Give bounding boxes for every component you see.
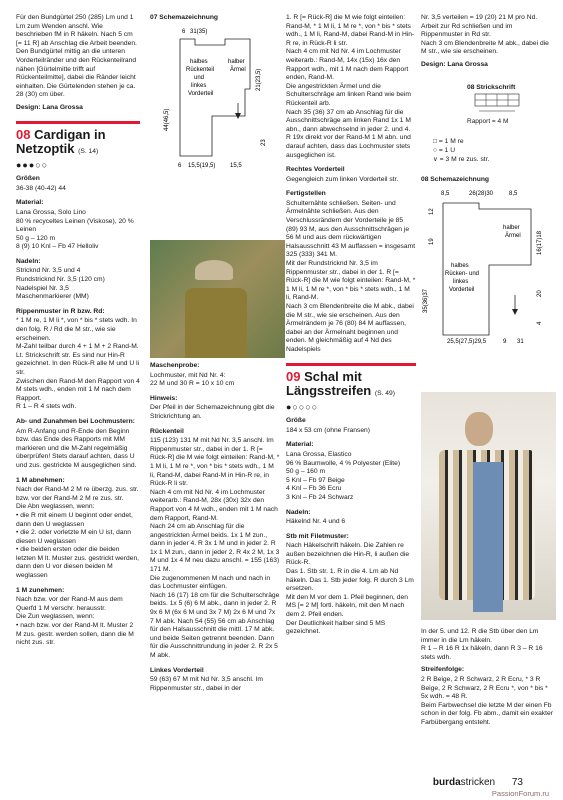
hint-text: Der Pfeil in der Schemazeichnung gibt die Strickrichtung an. [150, 404, 275, 420]
chart-rapport: Rapport = 4 M [467, 117, 509, 125]
footer-brand-2: stricken [460, 777, 496, 788]
design-credit: Design: Lana Grossa [16, 103, 83, 111]
needles-text: Stricknd Nr. 3,5 und 4 Rundstricknd Nr. 3,5 (120 cm) Nadelspiel Nr. 3,5 Maschenmarkierer (MM) [16, 267, 105, 301]
scarf-text: In der 5. und 12. R die Stb über den Lm immer in die Lm häkeln. R 1 – R 16 R 1x häkeln, dann R 3 – R 16 stets wdh. [421, 628, 543, 661]
svg-text:25,5(27,5)29,5: 25,5(27,5)29,5 [447, 338, 487, 345]
section-divider [16, 121, 140, 124]
svg-text:8,5: 8,5 [509, 190, 518, 197]
needles-text-09: Häkelnd Nr. 4 und 6 [286, 518, 346, 526]
column-4 [421, 14, 553, 348]
needles-heading-09: Nadeln: [286, 508, 311, 516]
cardigan-shape [185, 288, 247, 358]
cardigan-photo [150, 240, 285, 358]
column-4-bottom [421, 628, 553, 732]
right-front-text: Gegengleich zum linken Vorderteil str. [286, 175, 399, 183]
svg-text:Ärmel: Ärmel [230, 67, 246, 73]
svg-text:15,5: 15,5 [230, 163, 242, 169]
size-text-09: 184 x 53 cm (ohne Fransen) [286, 426, 371, 434]
svg-text:8,5: 8,5 [441, 190, 450, 197]
svg-text:6: 6 [178, 163, 182, 169]
material-heading: Material: [16, 199, 44, 207]
material-text: Lana Grossa, Solo Lino 80 % recyceltes Leinen (Viskose), 20 % Leinen 50 g – 120 m 8 (9) 10 Knl – Fb 47 Helloliv [16, 208, 134, 251]
hint-heading: Hinweis: [150, 394, 178, 402]
back-text: 115 (123) 131 M mit Nd Nr. 3,5 anschl. Im Rippenmuster str., dabei in der 1. R [= Rück-R] die M wie folgt einteilen: Rand-M, * 1 M li, 1 M re *, von * bis * stets wdh., 1 M li, Rand-M, dabei Rand-M in Hin-R re, in Rück-R li str. Nach 4 cm mit Nd Nr. 4 im Lochmuster weiterarb.: Rand-M, 28x (30x) 32x den Rapport von 4 M wdh., enden mit 1 M nach dem Rapport, Rand-M. Nach 24 cm ab Anschlag für die angestrickten Ärmel beids. 1x 1 M zun., dann in jeder 4. R 3x 1 M und in jeder 2. R 1x 1 M zun., dann in jeder 2. R 4x 2 M, 1x 3 M und 1x 4 M neu dazu anschl. = 155 (163) 171 M. Die zugenommenen M nach und nach in das Lochmuster einfügen. Nach 16 (17) 18 cm für die Schulterschräge beids. 1x 5 (6) 6 M abk., dann in jeder 2. R 9x 6 M (6x 6 M und 3x 7 M) 2x 6 M und 7x 7 M abk. Nach 54 (55) 56 cm ab Anschlag für den Halsausschnitt die mittl. 17 M abk. und beide Seiten getrennt beenden. Dann für die Ausschnittrundung in jeder 2. R 2x 5 M abk. [150, 437, 280, 659]
finish-text: Schulternähte schließen. Seiten- und Ärmelnähte schließen. Aus den Verschlussrändern der Vorderteile je 85 (89) 93 M, aus den Ausschnittschrägen je 56 M und aus dem rückwärtigen Halsausschnitt 43 M auffassen = insgesamt 325 (333) 341 M. Mit der Rundstricknd Nr. 3,5 im Rippenmuster str., dabei in der 1. R [= Rück-R] die M wie folgt einteilen: Rand-M, * 1 M li, 1 M re *, von * bis * stets wdh., 1 M li, Rand-M. Nach 3 cm Blendenbreite die M abk., dabei die M str., wie sie erscheinen. Aus den Ärmelrändern je 76 (80) 84 M auffassen, dabei an der Ärmelnaht beginnen und enden. M gleichmäßig auf 4 Nd des Nadelspiels [286, 199, 416, 353]
intro-text: Für den Bundgürtel 250 (285) Lm und 1 Lm zum Wenden anschl. Wie beschrieben fM in R häkeln. Nach 5 cm [= 11 R] ab Anschlag die Arbeit beenden. Den Bundgürtel mittig an die unteren Vorderteilränder und den Rückenteilrand nähen [Gürtelmitte trifft auf Rückenteilmitte], dabei die Ränder leicht einhalten. Die Gürtelenden stehen je ca. 28 (30) cm über. [16, 14, 137, 99]
svg-text:9: 9 [503, 338, 507, 345]
svg-text:linkes: linkes [191, 83, 207, 89]
footer-brand: burda [432, 777, 461, 788]
svg-text:Rückenteil: Rückenteil [186, 67, 215, 73]
svg-text:21(23,5): 21(23,5) [256, 68, 262, 91]
section-divider-09 [286, 363, 416, 366]
stitch-chart-08 [421, 84, 553, 127]
svg-text:16(17)18: 16(17)18 [537, 230, 543, 255]
page-number: 73 [511, 777, 523, 788]
svg-text:Vorderteil: Vorderteil [449, 286, 475, 293]
back-heading: Rückenteil [150, 427, 184, 435]
material-heading-09: Material: [286, 441, 314, 449]
rib-heading: Rippenmuster in R bzw. Rd: [16, 307, 105, 315]
svg-text:Rücken- und: Rücken- und [445, 270, 480, 277]
svg-text:halbes: halbes [190, 59, 208, 65]
svg-text:20: 20 [537, 290, 543, 297]
svg-text:linkes: linkes [453, 278, 469, 285]
svg-text:Ärmel: Ärmel [505, 232, 521, 239]
col3-cont: 1. R [= Rück-R] die M wie folgt einteilen: Rand-M, * 1 M li, 1 M re *, von * bis * stets wdh., 1 M li, Rand-M, dabei Rand-M in Hin-R re, in Rück-R li str. Nach 4 cm mit Nd Nr. 4 im Lochmuster weiterarb.: Rand-M, 14x (15x) 16x den Rapport wdh., mit 1 M nach dem Rapport enden, Rand-M. Die angestrickten Ärmel und die Schulterschräge am linken Rand wie beim Rückenteil arb. Nach 35 (36) 37 cm ab Anschlag für die Ausschnittschräge am linken Rand 1x 1 M abn., dann abwechselnd in jeder 2. und 4. R 19x direkt vor der Rand-M 1 M abn. und darauf achten, dass das Lochmuster stets ausgeglichen ist. [286, 14, 415, 159]
svg-text:und: und [194, 75, 205, 81]
model-title-09 [286, 370, 416, 401]
col4-cont: Nr. 3,5 verteilen = 19 (20) 21 M pro Nd. Arbeit zur Rd schließen und im Rippenmuster in Rd str. Nach 3 cm Blendenbreite M abk., dabei die M str., wie sie erscheinen. [421, 14, 549, 56]
front-text: 59 (63) 67 M mit Nd Nr. 3,5 anschl. Im Rippenmuster str., dabei in der [150, 676, 263, 692]
model-title-08 [16, 128, 140, 159]
svg-text:15,5(19,5): 15,5(19,5) [188, 163, 216, 169]
schema-07 [150, 14, 285, 176]
column-2 [150, 362, 280, 697]
column-3 [286, 14, 416, 641]
svg-text:19: 19 [429, 238, 435, 245]
svg-text:halber: halber [228, 59, 245, 65]
svg-text:44(46,5): 44(46,5) [164, 108, 170, 131]
dec1-heading: 1 M abnehmen: [16, 476, 65, 484]
column-1 [16, 14, 140, 652]
schema-08 [421, 176, 553, 348]
svg-text:6: 6 [182, 29, 186, 35]
design-credit-2: Design: Lana Grossa [421, 60, 488, 68]
svg-text:halbes: halbes [451, 262, 469, 269]
scarf-photo [421, 392, 556, 620]
difficulty-dots-09: ●○○○○ [286, 401, 319, 412]
model-number-09: 09 [286, 368, 301, 384]
inc1-heading: 1 M zunehmen: [16, 586, 65, 594]
stripe-heading: Streifenfolge: [421, 666, 465, 674]
model-head [465, 412, 493, 446]
model-name-09: Schal mit Längsstreifen [286, 368, 372, 398]
legend-knit: □ = 1 M re [433, 138, 464, 146]
page-footer [433, 777, 523, 788]
svg-text:35(36)37: 35(36)37 [423, 288, 429, 313]
size-heading-09: Größe [286, 417, 306, 425]
schema-07-drawing [150, 21, 285, 171]
model-page-ref: (S. 14) [78, 147, 99, 155]
sizes-heading: Größen [16, 175, 40, 183]
svg-text:31: 31 [517, 338, 524, 345]
legend-yarnover: ○ = 1 U [433, 146, 456, 154]
chart-grid [467, 92, 537, 114]
svg-text:halber: halber [503, 224, 520, 231]
legend-decrease: ∨ = 3 M re zus. str. [433, 155, 490, 163]
dec1-text: Nach der Rand-M 2 M re überzg. zus. str. bzw. vor der Rand-M 2 M re zus. str. Die Abn weglassen, wenn: • die R mit einem U beginnt oder endet, dann den U weglassen • die 2. oder vorletzte M ein U ist, dann diesen U weglassen • die beiden ersten oder die beiden letzten M lt. Muster zus. gestrickt werden, dann den U vor diesen beiden M weglassen [16, 486, 140, 580]
schema-08-drawing [421, 185, 553, 345]
needles-heading: Nadeln: [16, 257, 41, 265]
gauge-heading: Maschenprobe: [150, 362, 200, 369]
gauge-text: Lochmuster, mit Nd Nr. 4: 22 M und 30 R = 10 x 10 cm [150, 371, 235, 388]
svg-text:23: 23 [261, 139, 267, 146]
chart-title: 08 Strickschrift [467, 83, 516, 91]
finish-heading: Fertigstellen [286, 190, 326, 198]
model-page-ref-09: (S. 49) [374, 389, 395, 397]
svg-text:4: 4 [537, 321, 543, 325]
right-front-heading: Rechtes Vorderteil [286, 166, 345, 174]
sizes-text: 36-38 (40-42) 44 [16, 184, 66, 192]
filet-text: Nach Häkelschrift häkeln. Die Zahlen re außen bezeichnen die Hin-R, li außen die Rück-R. Das 1. Stb str. 1. R in die 4. Lm ab Nd häkeln. Das 1. Stb jeder folg. R durch 3 Lm ersetzen. Mit den M vor dem 1. Pfeil beginnen, den MS [= 2 M] fortl. häkeln, mit den M nach dem 2. Pfeil enden. Der Deutlichkeit halber sind 5 MS gezeichnet. [286, 542, 414, 636]
svg-text:12: 12 [429, 208, 435, 215]
filet-heading: Stb mit Filetmuster: [286, 532, 349, 540]
stripe-text: 2 R Beige, 2 R Schwarz, 2 R Ecru, * 3 R Beige, 2 R Schwarz, 2 R Ecru *, von * bis * 5x wdh. = 48 R. Beim Farbwechsel die letzte M der einen Fb schon in der folg. Fb abm., damit ein exakter Farbübergang entsteht. [421, 675, 553, 726]
svg-text:31(35): 31(35) [190, 29, 208, 35]
hat-shape [195, 260, 233, 280]
svg-text:Vorderteil: Vorderteil [188, 91, 214, 97]
jumpsuit-shape [473, 462, 503, 612]
front-heading: Linkes Vorderteil [150, 666, 204, 674]
inc1-text: Nach bzw. vor der Rand-M aus dem Querfd 1 M verschr. herausstr. Die Zun weglassen, wenn: • nach bzw. vor der Rand-M lt. Muster 2 M zus. gestr. werden sollen, dann die M nicht zus. str. [16, 596, 134, 647]
difficulty-dots: ●●●○○ [16, 159, 49, 170]
increase-heading: Ab- und Zunahmen bei Lochmustern: [16, 417, 135, 425]
svg-text:26(28)30: 26(28)30 [469, 190, 494, 197]
watermark: PassionForum.ru [491, 789, 549, 798]
schema-07-title: 07 Schemazeichnung [150, 14, 219, 21]
model-number: 08 [16, 126, 31, 142]
increase-text: Am R-Anfang und R-Ende den Beginn bzw. das Ende des Rapports mit MM markieren und die M-Zahl regelmäßig überprüfen! Stets darauf achten, dass U und zus. gestrickte M ausgeglichen sind. [16, 427, 137, 469]
material-text-09: Lana Grossa, Elastico 96 % Baumwolle, 4 % Polyester (Elite) 50 g – 160 m 5 Knl – Fb 97 Beige 4 Knl – Fb 36 Ecru 3 Knl – Fb 24 Schwarz [286, 450, 401, 501]
chart-legend [433, 138, 553, 164]
schema-08-title: 08 Schemazeichnung [421, 176, 490, 184]
model-name: Cardigan in Netzoptik [16, 126, 106, 156]
rib-text: * 1 M re, 1 M li *, von * bis * stets wdh. In den folg. R / Rd die M str., wie sie erscheinen. M-Zahl teilbar durch 4 + 1 M + 2 Rand-M. Lt. Strickschrift str. Es sind nur Hin-R gezeichnet. In den Rück-R alle M und U li str. Zwischen den Rand-M den Rapport von 4 M stets wdh., enden mit 1 M nach dem Rapport. R 1 – R 4 stets wdh. [16, 317, 140, 411]
